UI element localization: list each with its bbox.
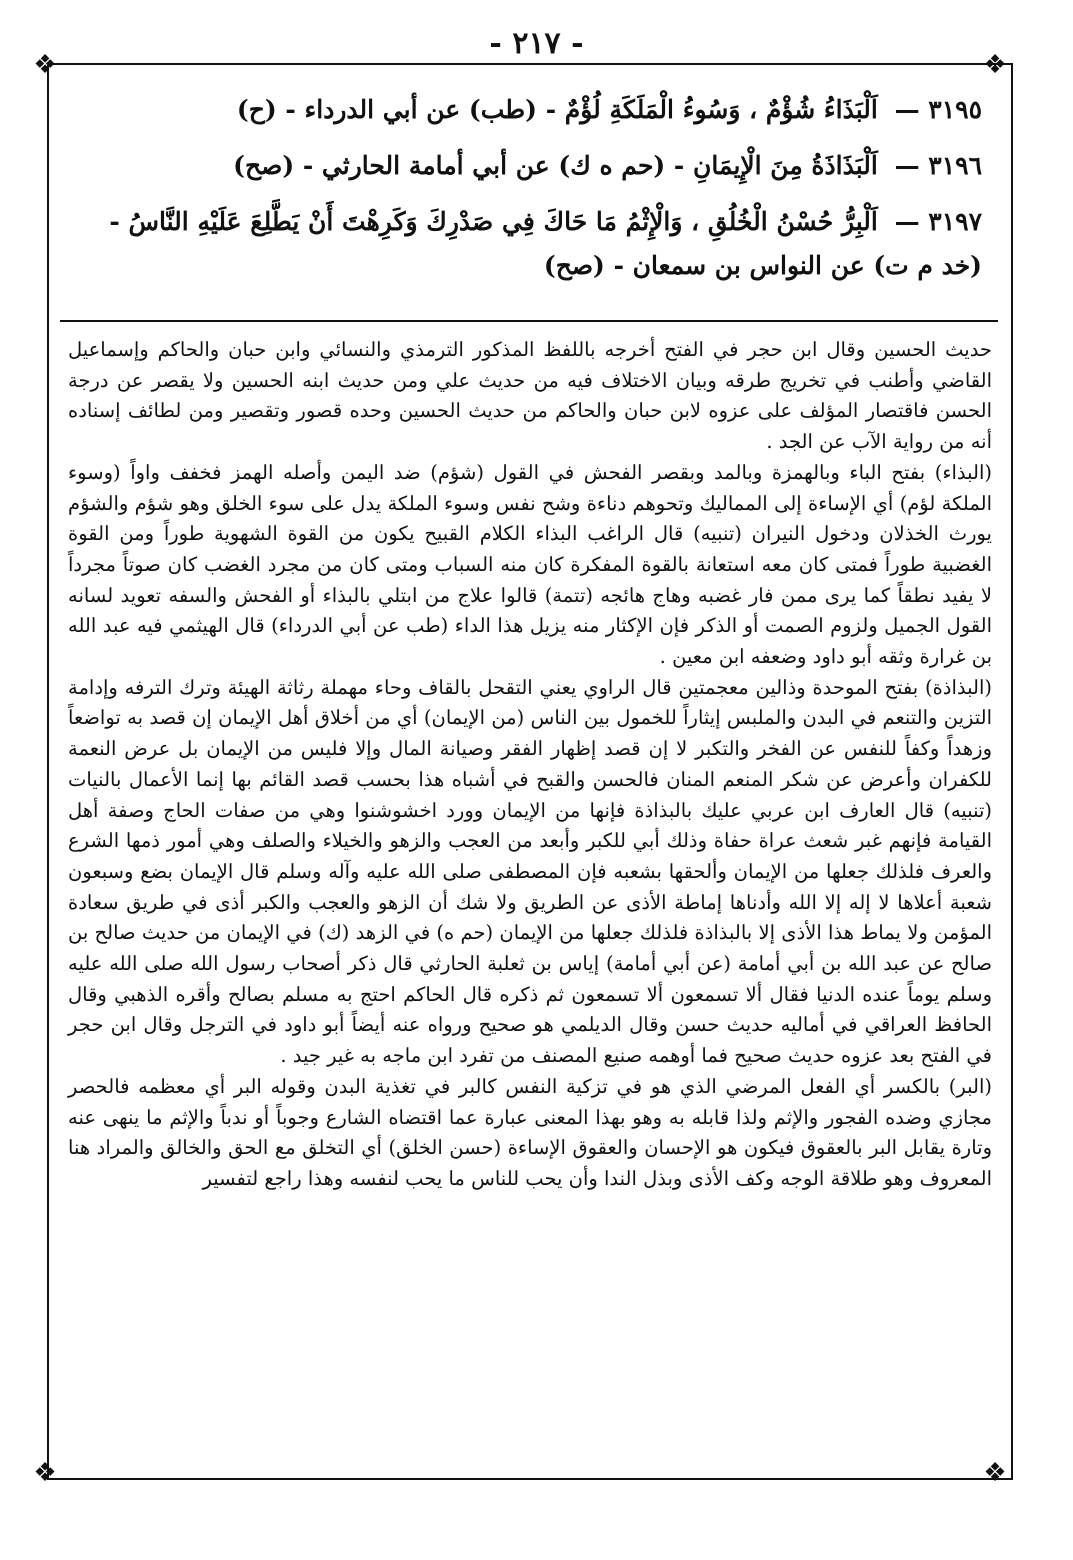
section-divider [60,320,998,322]
hadith-entry [70,200,982,288]
hadith-entry [70,144,982,188]
commentary-paragraph: (البذاذة) بفتح الموحدة وذالين معجمتين قال الراوي يعني التقحل بالقاف وحاء مهملة رثاثة الهيئة وترك الترفه وإدامة التزين والتنعم في البدن والملبس إيثاراً للخمول بين الناس (من الإيمان) أي من أخلاق أهل الإيمان إن قصد به تواضعاً وزهداً وكفاً للنفس عن الفخر والتكبر لا إن قصد إظهار الفقر وصيانة المال وإلا فليس من الإيمان بل عرض النعمة للكفران وأعرض عن شكر المنعم المنان فالحسن والقبح في أشباه هذا بحسب قصد القائم بها إنما الأعمال بالنيات (تنبيه) قال العارف ابن عربي عليك بالبذاذة فإنها من الإيمان وورد اخشوشنوا وهي من صفات الحاج وصفة أهل القيامة فإنهم غبر شعث عراة حفاة وذلك أبي للكبر وأبعد من العجب والزهو والخيلاء والصلف وهي أمور ذمها الشرع والعرف فلذلك جعلها من الإيمان وألحقها بشعبه فإن المصطفى صلى الله عليه وآله وسلم قال الإيمان بضع وسبعون شعبة أعلاها لا إله إلا الله وأدناها إماطة الأذى عن الطريق ولا شك أن الزهو والعجب والكبر أذى في طريق سعادة المؤمن ولا يماط هذا الأذى إلا بالبذاذة فلذلك جعلها من الإيمان (حم ه) في الزهد (ك) في الإيمان من حديث صالح بن صالح عن عبد الله بن أبي أمامة (عن أبي أمامة) إياس بن ثعلبة الحارثي قال ذكر أصحاب رسول الله صلى الله عليه وسلم يوماً عنده الدنيا فقال ألا تسمعون ألا تسمعون ثم ذكره قال الحاكم احتج به مسلم بصالح وأقره الذهبي وقال الحافظ العراقي في أماليه حديث حسن وقال الديلمي هو صحيح ورواه عنه أيضاً أبو داود في الترجل وقال ابن حجر في الفتح بعد عزوه حديث صحيح فما أوهمه صنيع المصنف من تفرد ابن ماجه به غير جيد . [68,675,992,1068]
hadith-entry [70,88,982,132]
hadith-list [70,88,982,300]
commentary-paragraph: (البر) بالكسر أي الفعل المرضي الذي هو في تزكية النفس كالبر في تغذية البدن وقوله البر أي معظمه فالحصر مجازي وضده الفجور والإثم ولذا قابله به وهو بهذا المعنى عبارة عما اقتضاه الشارع وجوباً أو ندباً والإثم ما ينهى عنه وتارة يقابل البر بالعقوق فيكون هو الإحسان والعقوق الإساءة (حسن الخلق) أي التخلق مع الحق والخالق والمراد هنا المعروف وهو طلاقة الوجه وكف الأذى وبذل الندا وأن يحب للناس ما يحب لنفسه وهذا راجع لتفسير [68,1074,992,1190]
commentary-paragraph: (البذاء) بفتح الباء وبالهمزة وبالمد وبقصر الفحش في القول (شؤم) ضد اليمن وأصله الهمز فخفف واواً (وسوء الملكة لؤم) أي الإساءة إلى المماليك وتحوهم دناءة وشح نفس وسوء الملكة يدل على سوء الخلق وهو شؤم والشؤم يورث الخذلان ودخول النيران (تنبيه) قال الراغب البذاء الكلام القبيح يكون من القوة الشهوية طوراً ومن القوة الغضبية طوراً فمتى كان معه استعانة بالقوة المفكرة كان منه السباب ومتى كان من مجرد الغضب كان صوتاً مجرداً لا يفيد نطقاً كما يرى ممن فار غضبه وهاج هائجه (تتمة) قالوا علاج من ابتلي بالبذاء أو الفحش والسفه تعويد لسانه القول الجميل ولزوم الصمت أو الذكر فإن الإكثار منه يزيل هذا الداء (طب عن أبي الدرداء) قال الهيثمي فيه عبد الله بن غرارة وثقه أبو داود وضعفه ابن معين . [68,460,992,669]
hadith-number: ٣١٩٦ — [894,151,982,180]
commentary-paragraph: حديث الحسين وقال ابن حجر في الفتح أخرجه باللفظ المذكور الترمذي والنسائي وابن حبان والحاكم وإسماعيل القاضي وأطنب في تخريج طرقه وبيان الاختلاف فيه من حديث علي ومن حديث ابنه الحسين ولا يقصر عن درجة الحسن فاقتصار المؤلف على عزوه لابن حبان والحاكم من حديث الحسين وحده قصور وتقصير ومن لطائف إسناده أنه من رواية الآب عن الجد . [68,338,992,454]
hadith-text: اَلْبَذَاءُ شُؤْمٌ ، وَسُوءُ الْمَلَكَةِ لُؤْمٌ - (طب) عن أبي الدرداء - (ح) [236,95,878,124]
commentary-section [68,335,992,1195]
hadith-text: اَلْبِرُّ حُسْنُ الْخُلُقِ ، وَالْإِثْمُ مَا حَاكَ فِي صَدْرِكَ وَكَرِهْتَ أَنْ يَطَّلِعَ عَلَيْهِ النَّاسُ - (خد م ت) عن النواس بن سمعان - (صح) [109,207,982,280]
corner-ornament-icon: ❖ [33,50,57,80]
hadith-number: ٣١٩٧ — [894,207,982,236]
hadith-number: ٣١٩٥ — [894,95,982,124]
corner-ornament-icon: ❖ [33,1458,57,1488]
corner-ornament-icon: ❖ [983,1458,1007,1488]
page-number: - ٢١٧ - [489,26,584,61]
corner-ornament-icon: ❖ [983,50,1007,80]
hadith-text: اَلْبَذَاذَةُ مِنَ الْإِيمَانِ - (حم ه ك) عن أبي أمامة الحارثي - (صح) [233,151,878,180]
